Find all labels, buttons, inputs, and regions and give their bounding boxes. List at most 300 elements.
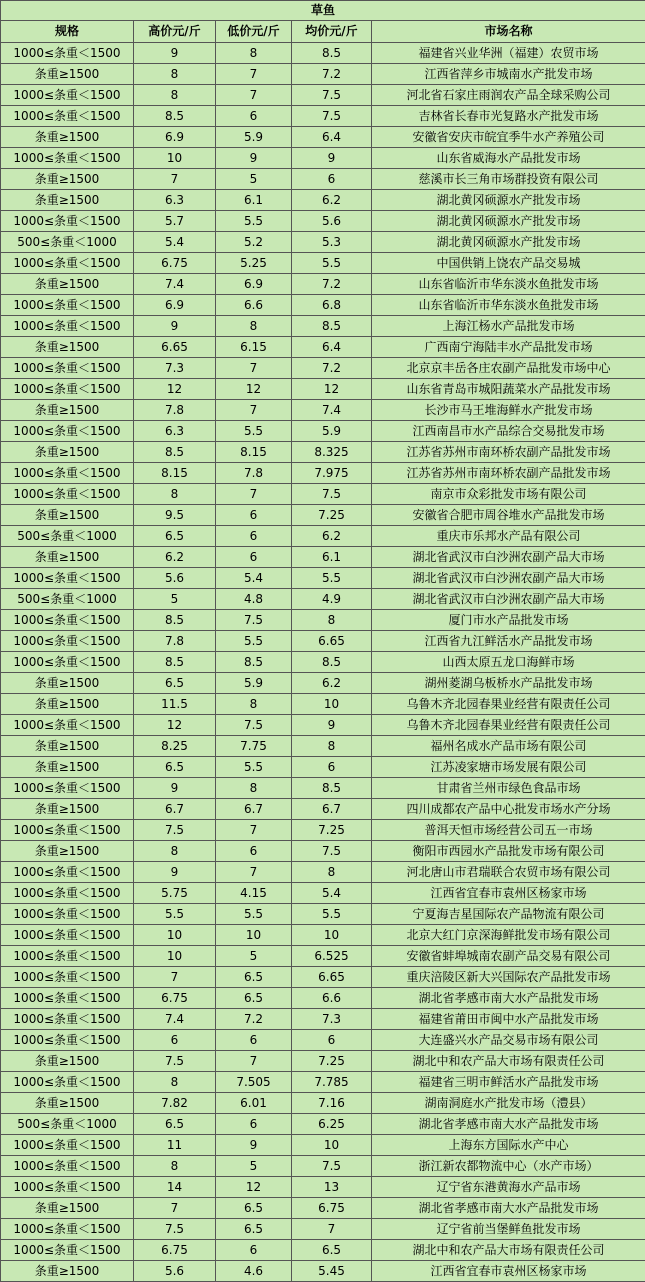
cell-high-price: 8 xyxy=(134,1072,216,1093)
table-row xyxy=(1,1072,645,1093)
cell-high-price: 5.6 xyxy=(134,1261,216,1282)
cell-spec: 1000≤条重＜1500 xyxy=(1,484,134,505)
cell-low-price: 8 xyxy=(216,694,292,715)
cell-market-name: 山西太原五龙口海鲜市场 xyxy=(372,652,645,673)
cell-avg-price: 7.5 xyxy=(292,841,372,862)
cell-low-price: 5.5 xyxy=(216,904,292,925)
cell-high-price: 8 xyxy=(134,484,216,505)
cell-market-name: 山东省威海水产品批发市场 xyxy=(372,148,645,169)
cell-spec: 1000≤条重＜1500 xyxy=(1,316,134,337)
cell-high-price: 9 xyxy=(134,778,216,799)
cell-avg-price: 7.25 xyxy=(292,1051,372,1072)
cell-spec: 1000≤条重＜1500 xyxy=(1,715,134,736)
cell-high-price: 6.65 xyxy=(134,337,216,358)
cell-low-price: 7 xyxy=(216,862,292,883)
cell-market-name: 湖北黄冈硕源水产批发市场 xyxy=(372,232,645,253)
cell-low-price: 8 xyxy=(216,316,292,337)
cell-market-name: 浙江新农都物流中心（水产市场） xyxy=(372,1156,645,1177)
cell-high-price: 8.5 xyxy=(134,652,216,673)
cell-high-price: 6.7 xyxy=(134,799,216,820)
header-low-price: 低价元/斤 xyxy=(216,21,292,43)
cell-avg-price: 7.4 xyxy=(292,400,372,421)
cell-spec: 条重≥1500 xyxy=(1,337,134,358)
table-row xyxy=(1,211,645,232)
cell-spec: 1000≤条重＜1500 xyxy=(1,967,134,988)
cell-market-name: 湖北省孝感市南大水产品批发市场 xyxy=(372,1114,645,1135)
cell-avg-price: 6.5 xyxy=(292,1240,372,1261)
table-row xyxy=(1,484,645,505)
cell-low-price: 6.1 xyxy=(216,190,292,211)
cell-market-name: 宁夏海吉星国际农产品物流有限公司 xyxy=(372,904,645,925)
table-row xyxy=(1,1093,645,1114)
cell-avg-price: 6.65 xyxy=(292,967,372,988)
cell-low-price: 5.9 xyxy=(216,127,292,148)
cell-low-price: 5 xyxy=(216,1156,292,1177)
cell-spec: 1000≤条重＜1500 xyxy=(1,1072,134,1093)
cell-high-price: 10 xyxy=(134,946,216,967)
cell-market-name: 吉林省长春市光复路水产批发市场 xyxy=(372,106,645,127)
cell-high-price: 6.3 xyxy=(134,190,216,211)
table-row xyxy=(1,694,645,715)
cell-avg-price: 10 xyxy=(292,694,372,715)
cell-spec: 条重≥1500 xyxy=(1,274,134,295)
cell-market-name: 湖北中和农产品大市场有限责任公司 xyxy=(372,1240,645,1261)
table-row xyxy=(1,463,645,484)
cell-high-price: 6.9 xyxy=(134,127,216,148)
cell-avg-price: 6.2 xyxy=(292,673,372,694)
table-row xyxy=(1,610,645,631)
cell-market-name: 江苏省苏州市南环桥农副产品批发市场 xyxy=(372,442,645,463)
table-row xyxy=(1,190,645,211)
cell-low-price: 5.2 xyxy=(216,232,292,253)
table-row xyxy=(1,1135,645,1156)
cell-spec: 1000≤条重＜1500 xyxy=(1,652,134,673)
cell-avg-price: 8.5 xyxy=(292,778,372,799)
cell-market-name: 河北唐山市君瑞联合农贸市场有限公司 xyxy=(372,862,645,883)
cell-high-price: 7.5 xyxy=(134,1219,216,1240)
cell-market-name: 厦门市水产品批发市场 xyxy=(372,610,645,631)
cell-high-price: 6.5 xyxy=(134,1114,216,1135)
table-row xyxy=(1,820,645,841)
cell-avg-price: 9 xyxy=(292,715,372,736)
cell-spec: 1000≤条重＜1500 xyxy=(1,1219,134,1240)
cell-low-price: 5 xyxy=(216,946,292,967)
cell-spec: 条重≥1500 xyxy=(1,1093,134,1114)
cell-spec: 1000≤条重＜1500 xyxy=(1,862,134,883)
table-row xyxy=(1,337,645,358)
cell-high-price: 7.3 xyxy=(134,358,216,379)
cell-avg-price: 5.3 xyxy=(292,232,372,253)
cell-low-price: 5.5 xyxy=(216,757,292,778)
cell-spec: 1000≤条重＜1500 xyxy=(1,421,134,442)
cell-high-price: 8 xyxy=(134,1156,216,1177)
cell-spec: 1000≤条重＜1500 xyxy=(1,1156,134,1177)
cell-market-name: 辽宁省前当堡鲜鱼批发市场 xyxy=(372,1219,645,1240)
table-row xyxy=(1,799,645,820)
cell-market-name: 山东省临沂市华东淡水鱼批发市场 xyxy=(372,295,645,316)
cell-low-price: 9 xyxy=(216,1135,292,1156)
header-avg-price: 均价元/斤 xyxy=(292,21,372,43)
cell-avg-price: 7.5 xyxy=(292,106,372,127)
cell-high-price: 8 xyxy=(134,841,216,862)
cell-market-name: 湖北省孝感市南大水产品批发市场 xyxy=(372,1198,645,1219)
table-row xyxy=(1,946,645,967)
table-row xyxy=(1,1261,645,1282)
cell-avg-price: 7.5 xyxy=(292,1156,372,1177)
cell-high-price: 5 xyxy=(134,589,216,610)
cell-avg-price: 7.975 xyxy=(292,463,372,484)
table-row xyxy=(1,85,645,106)
cell-low-price: 6.01 xyxy=(216,1093,292,1114)
cell-high-price: 6.2 xyxy=(134,547,216,568)
cell-avg-price: 5.6 xyxy=(292,211,372,232)
cell-avg-price: 7.785 xyxy=(292,1072,372,1093)
cell-low-price: 8 xyxy=(216,778,292,799)
cell-low-price: 4.8 xyxy=(216,589,292,610)
cell-high-price: 7.4 xyxy=(134,1009,216,1030)
cell-high-price: 9 xyxy=(134,316,216,337)
table-row xyxy=(1,253,645,274)
cell-market-name: 山东省青岛市城阳蔬菜水产品批发市场 xyxy=(372,379,645,400)
cell-market-name: 大连盛兴水产品交易市场有限公司 xyxy=(372,1030,645,1051)
cell-avg-price: 7 xyxy=(292,1219,372,1240)
cell-spec: 1000≤条重＜1500 xyxy=(1,1030,134,1051)
table-body xyxy=(1,43,645,1282)
cell-high-price: 10 xyxy=(134,148,216,169)
cell-avg-price: 7.16 xyxy=(292,1093,372,1114)
cell-low-price: 7 xyxy=(216,400,292,421)
cell-low-price: 5 xyxy=(216,169,292,190)
cell-market-name: 湖南洞庭水产批发市场（澧县） xyxy=(372,1093,645,1114)
cell-avg-price: 6 xyxy=(292,757,372,778)
cell-market-name: 福州名成水产品市场有限公司 xyxy=(372,736,645,757)
cell-market-name: 福建省莆田市闽中水产品批发市场 xyxy=(372,1009,645,1030)
cell-spec: 1000≤条重＜1500 xyxy=(1,1009,134,1030)
cell-market-name: 四川成都农产品中心批发市场水产分场 xyxy=(372,799,645,820)
cell-market-name: 重庆市乐邦水产品有限公司 xyxy=(372,526,645,547)
cell-high-price: 6.3 xyxy=(134,421,216,442)
cell-market-name: 辽宁省东港黄海水产品市场 xyxy=(372,1177,645,1198)
cell-spec: 1000≤条重＜1500 xyxy=(1,946,134,967)
cell-avg-price: 6.4 xyxy=(292,337,372,358)
cell-market-name: 南京市众彩批发市场有限公司 xyxy=(372,484,645,505)
table-row xyxy=(1,316,645,337)
cell-market-name: 慈溪市长三角市场群投资有限公司 xyxy=(372,169,645,190)
table-row xyxy=(1,1198,645,1219)
table-row xyxy=(1,589,645,610)
cell-high-price: 7.4 xyxy=(134,274,216,295)
cell-market-name: 乌鲁木齐北园春果业经营有限责任公司 xyxy=(372,715,645,736)
table-row xyxy=(1,736,645,757)
cell-high-price: 8.15 xyxy=(134,463,216,484)
cell-market-name: 湖北黄冈硕源水产批发市场 xyxy=(372,190,645,211)
table-row xyxy=(1,778,645,799)
cell-low-price: 7.75 xyxy=(216,736,292,757)
table-row xyxy=(1,925,645,946)
cell-low-price: 5.25 xyxy=(216,253,292,274)
cell-market-name: 江西省九江鲜活水产品批发市场 xyxy=(372,631,645,652)
cell-high-price: 11 xyxy=(134,1135,216,1156)
cell-market-name: 湖北省孝感市南大水产品批发市场 xyxy=(372,988,645,1009)
cell-avg-price: 6.6 xyxy=(292,988,372,1009)
cell-avg-price: 6.7 xyxy=(292,799,372,820)
cell-high-price: 6 xyxy=(134,1030,216,1051)
cell-spec: 1000≤条重＜1500 xyxy=(1,925,134,946)
cell-avg-price: 5.9 xyxy=(292,421,372,442)
table-row xyxy=(1,967,645,988)
cell-spec: 1000≤条重＜1500 xyxy=(1,379,134,400)
cell-market-name: 上海东方国际水产中心 xyxy=(372,1135,645,1156)
cell-low-price: 7 xyxy=(216,358,292,379)
cell-avg-price: 6.75 xyxy=(292,1198,372,1219)
cell-low-price: 6.5 xyxy=(216,988,292,1009)
cell-spec: 1000≤条重＜1500 xyxy=(1,106,134,127)
cell-low-price: 7 xyxy=(216,85,292,106)
cell-avg-price: 7.25 xyxy=(292,505,372,526)
cell-high-price: 9 xyxy=(134,862,216,883)
cell-low-price: 7.8 xyxy=(216,463,292,484)
cell-high-price: 8.5 xyxy=(134,610,216,631)
cell-low-price: 7 xyxy=(216,484,292,505)
table-title: 草鱼 xyxy=(1,1,645,21)
cell-avg-price: 4.9 xyxy=(292,589,372,610)
cell-spec: 条重≥1500 xyxy=(1,127,134,148)
table-row xyxy=(1,106,645,127)
cell-high-price: 14 xyxy=(134,1177,216,1198)
table-row xyxy=(1,715,645,736)
cell-avg-price: 12 xyxy=(292,379,372,400)
cell-avg-price: 6.525 xyxy=(292,946,372,967)
table-row xyxy=(1,64,645,85)
cell-high-price: 5.7 xyxy=(134,211,216,232)
table-row xyxy=(1,568,645,589)
cell-market-name: 上海江杨水产品批发市场 xyxy=(372,316,645,337)
cell-low-price: 4.15 xyxy=(216,883,292,904)
cell-spec: 500≤条重＜1000 xyxy=(1,526,134,547)
cell-avg-price: 6.1 xyxy=(292,547,372,568)
table-row xyxy=(1,631,645,652)
cell-low-price: 5.4 xyxy=(216,568,292,589)
cell-high-price: 5.4 xyxy=(134,232,216,253)
cell-avg-price: 5.45 xyxy=(292,1261,372,1282)
cell-market-name: 湖北中和农产品大市场有限责任公司 xyxy=(372,1051,645,1072)
cell-low-price: 6 xyxy=(216,1240,292,1261)
cell-high-price: 5.75 xyxy=(134,883,216,904)
cell-market-name: 湖北省武汉市白沙洲农副产品大市场 xyxy=(372,547,645,568)
cell-spec: 条重≥1500 xyxy=(1,64,134,85)
cell-spec: 1000≤条重＜1500 xyxy=(1,85,134,106)
cell-avg-price: 6.2 xyxy=(292,190,372,211)
cell-spec: 条重≥1500 xyxy=(1,736,134,757)
cell-spec: 1000≤条重＜1500 xyxy=(1,778,134,799)
cell-market-name: 江苏凌家塘市场发展有限公司 xyxy=(372,757,645,778)
cell-low-price: 9 xyxy=(216,148,292,169)
cell-spec: 条重≥1500 xyxy=(1,673,134,694)
table-row xyxy=(1,1051,645,1072)
table-row xyxy=(1,1177,645,1198)
cell-avg-price: 7.5 xyxy=(292,484,372,505)
cell-avg-price: 8.325 xyxy=(292,442,372,463)
cell-avg-price: 7.2 xyxy=(292,64,372,85)
cell-market-name: 福建省兴业华洲（福建）农贸市场 xyxy=(372,43,645,64)
cell-spec: 1000≤条重＜1500 xyxy=(1,568,134,589)
table-row xyxy=(1,1219,645,1240)
cell-low-price: 7 xyxy=(216,64,292,85)
cell-low-price: 6 xyxy=(216,505,292,526)
cell-low-price: 7 xyxy=(216,1051,292,1072)
cell-low-price: 6 xyxy=(216,841,292,862)
cell-market-name: 湖北省武汉市白沙洲农副产品大市场 xyxy=(372,589,645,610)
cell-low-price: 5.9 xyxy=(216,673,292,694)
table-row xyxy=(1,757,645,778)
cell-avg-price: 6.8 xyxy=(292,295,372,316)
cell-spec: 条重≥1500 xyxy=(1,799,134,820)
cell-spec: 1000≤条重＜1500 xyxy=(1,1177,134,1198)
table-row xyxy=(1,274,645,295)
table-row xyxy=(1,1009,645,1030)
cell-avg-price: 7.25 xyxy=(292,820,372,841)
cell-market-name: 广西南宁海陆丰水产品批发市场 xyxy=(372,337,645,358)
cell-avg-price: 6.2 xyxy=(292,526,372,547)
cell-market-name: 湖州菱湖乌板桥水产品批发市场 xyxy=(372,673,645,694)
cell-high-price: 6.75 xyxy=(134,988,216,1009)
cell-low-price: 6 xyxy=(216,106,292,127)
cell-spec: 500≤条重＜1000 xyxy=(1,589,134,610)
cell-low-price: 10 xyxy=(216,925,292,946)
cell-market-name: 江西省宜春市袁州区杨家市场 xyxy=(372,883,645,904)
cell-avg-price: 6.65 xyxy=(292,631,372,652)
table-row xyxy=(1,43,645,64)
cell-avg-price: 5.5 xyxy=(292,904,372,925)
cell-high-price: 11.5 xyxy=(134,694,216,715)
table-row xyxy=(1,1030,645,1051)
cell-low-price: 7.5 xyxy=(216,715,292,736)
cell-market-name: 重庆涪陵区新大兴国际农产品批发市场 xyxy=(372,967,645,988)
table-row xyxy=(1,883,645,904)
header-market-name: 市场名称 xyxy=(372,21,645,43)
cell-high-price: 7.8 xyxy=(134,631,216,652)
cell-spec: 1000≤条重＜1500 xyxy=(1,820,134,841)
table-row xyxy=(1,904,645,925)
cell-low-price: 4.6 xyxy=(216,1261,292,1282)
cell-high-price: 7.5 xyxy=(134,820,216,841)
cell-spec: 条重≥1500 xyxy=(1,547,134,568)
cell-avg-price: 6.25 xyxy=(292,1114,372,1135)
table-row xyxy=(1,652,645,673)
table-row xyxy=(1,358,645,379)
cell-low-price: 6.5 xyxy=(216,1219,292,1240)
table-row xyxy=(1,988,645,1009)
cell-low-price: 8 xyxy=(216,43,292,64)
cell-avg-price: 9 xyxy=(292,148,372,169)
cell-spec: 1000≤条重＜1500 xyxy=(1,253,134,274)
cell-high-price: 9 xyxy=(134,43,216,64)
table-row xyxy=(1,379,645,400)
cell-avg-price: 5.5 xyxy=(292,568,372,589)
cell-low-price: 12 xyxy=(216,1177,292,1198)
cell-high-price: 5.6 xyxy=(134,568,216,589)
table-row xyxy=(1,505,645,526)
cell-low-price: 6.15 xyxy=(216,337,292,358)
cell-high-price: 5.5 xyxy=(134,904,216,925)
cell-market-name: 江西省宜春市袁州区杨家市场 xyxy=(372,1261,645,1282)
cell-avg-price: 8.5 xyxy=(292,43,372,64)
cell-market-name: 安徽省蚌埠城南农副产品交易有限公司 xyxy=(372,946,645,967)
cell-low-price: 6.5 xyxy=(216,1198,292,1219)
cell-spec: 1000≤条重＜1500 xyxy=(1,1135,134,1156)
cell-market-name: 乌鲁木齐北园春果业经营有限责任公司 xyxy=(372,694,645,715)
cell-spec: 1000≤条重＜1500 xyxy=(1,610,134,631)
table-row xyxy=(1,400,645,421)
cell-spec: 1000≤条重＜1500 xyxy=(1,883,134,904)
cell-high-price: 7 xyxy=(134,967,216,988)
cell-avg-price: 6 xyxy=(292,169,372,190)
cell-low-price: 7.5 xyxy=(216,610,292,631)
cell-market-name: 中国供销上饶农产品交易城 xyxy=(372,253,645,274)
cell-avg-price: 10 xyxy=(292,1135,372,1156)
cell-market-name: 长沙市马王堆海鲜水产批发市场 xyxy=(372,400,645,421)
cell-high-price: 10 xyxy=(134,925,216,946)
cell-avg-price: 8.5 xyxy=(292,652,372,673)
cell-low-price: 6.9 xyxy=(216,274,292,295)
cell-low-price: 7.2 xyxy=(216,1009,292,1030)
cell-high-price: 8.5 xyxy=(134,106,216,127)
table-row xyxy=(1,127,645,148)
cell-market-name: 北京京丰岳各庄农副产品批发市场中心 xyxy=(372,358,645,379)
cell-market-name: 湖北黄冈硕源水产批发市场 xyxy=(372,211,645,232)
cell-low-price: 12 xyxy=(216,379,292,400)
cell-spec: 1000≤条重＜1500 xyxy=(1,1240,134,1261)
cell-high-price: 12 xyxy=(134,715,216,736)
cell-low-price: 6.6 xyxy=(216,295,292,316)
cell-high-price: 6.75 xyxy=(134,253,216,274)
cell-low-price: 6.5 xyxy=(216,967,292,988)
cell-high-price: 8 xyxy=(134,85,216,106)
table-row xyxy=(1,841,645,862)
header-high-price: 高价元/斤 xyxy=(134,21,216,43)
table-row xyxy=(1,442,645,463)
cell-spec: 1000≤条重＜1500 xyxy=(1,463,134,484)
cell-high-price: 7 xyxy=(134,169,216,190)
cell-market-name: 山东省临沂市华东淡水鱼批发市场 xyxy=(372,274,645,295)
cell-avg-price: 5.4 xyxy=(292,883,372,904)
cell-low-price: 6 xyxy=(216,1030,292,1051)
cell-spec: 1000≤条重＜1500 xyxy=(1,43,134,64)
cell-spec: 1000≤条重＜1500 xyxy=(1,295,134,316)
cell-low-price: 6.7 xyxy=(216,799,292,820)
header-row xyxy=(1,21,645,43)
cell-spec: 条重≥1500 xyxy=(1,841,134,862)
cell-spec: 500≤条重＜1000 xyxy=(1,1114,134,1135)
cell-market-name: 安徽省安庆市皖宜季牛水产养殖公司 xyxy=(372,127,645,148)
cell-high-price: 8.25 xyxy=(134,736,216,757)
cell-low-price: 5.5 xyxy=(216,421,292,442)
cell-high-price: 8.5 xyxy=(134,442,216,463)
cell-low-price: 7 xyxy=(216,820,292,841)
cell-high-price: 12 xyxy=(134,379,216,400)
cell-high-price: 6.9 xyxy=(134,295,216,316)
cell-market-name: 河北省石家庄雨润农产品全球采购公司 xyxy=(372,85,645,106)
cell-spec: 条重≥1500 xyxy=(1,169,134,190)
cell-avg-price: 8.5 xyxy=(292,316,372,337)
table-row xyxy=(1,148,645,169)
cell-market-name: 江苏省苏州市南环桥农副产品批发市场 xyxy=(372,463,645,484)
table-row xyxy=(1,169,645,190)
table-row xyxy=(1,421,645,442)
cell-spec: 条重≥1500 xyxy=(1,400,134,421)
cell-high-price: 6.5 xyxy=(134,673,216,694)
table-row xyxy=(1,1156,645,1177)
